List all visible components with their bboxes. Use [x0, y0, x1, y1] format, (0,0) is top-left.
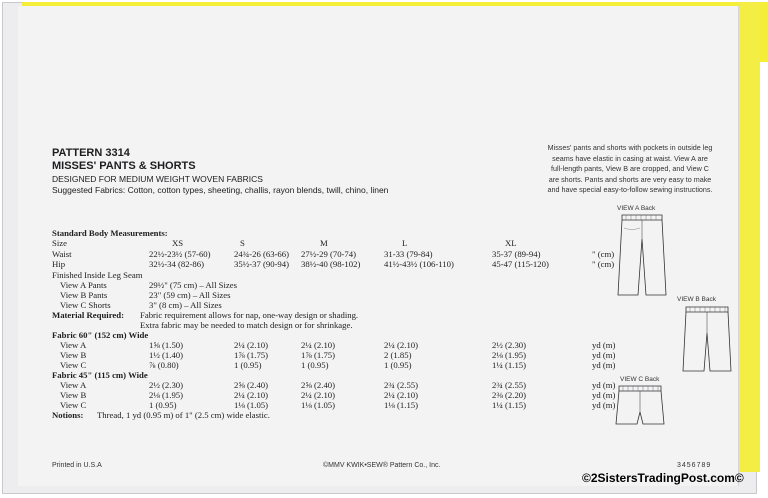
view-c-caption: VIEW C Back	[620, 376, 660, 383]
designed-for: DESIGNED FOR MEDIUM WEIGHT WOVEN FABRICS	[52, 174, 263, 184]
waist-l: 31-33 (79-84)	[384, 249, 433, 259]
view-a-pants-drawing	[612, 213, 672, 298]
fabric-60-a-s: 2¼ (2.10)	[234, 340, 269, 350]
fabric-60-c-xs: ⅞ (0.80)	[149, 360, 179, 370]
measurements-heading: Standard Body Measurements:	[52, 228, 168, 238]
inseam-a-label: View A Pants	[60, 280, 107, 290]
fabric-45-b-xs: 2⅛ (1.95)	[149, 390, 184, 400]
fabric-45-a-unit: yd (m)	[592, 380, 616, 390]
size-l: L	[402, 238, 408, 248]
fabric-45-heading: Fabric 45" (115 cm) Wide	[52, 370, 148, 380]
fabric-45-b-l: 2¼ (2.10)	[384, 390, 419, 400]
copyright: ©MMV KWIK•SEW® Pattern Co., Inc.	[323, 462, 441, 469]
inseam-b-value: 23" (59 cm) – All Sizes	[149, 290, 231, 300]
description-line: are shorts. Pants and shorts are very easy to make	[548, 174, 712, 184]
fabric-45-b-unit: yd (m)	[592, 390, 616, 400]
waist-label: Waist	[52, 249, 72, 259]
size-xl: XL	[505, 238, 517, 248]
fabric-60-c-m: 1 (0.95)	[301, 360, 329, 370]
fabric-45-a-xl: 2¾ (2.55)	[492, 380, 527, 390]
hip-s: 35½-37 (90-94)	[234, 259, 290, 269]
suggested-fabrics: Suggested Fabrics: Cotton, cotton types, sheeting, challis, rayon blends, twill, chino, linen	[52, 185, 389, 195]
hip-xs: 32½-34 (82-86)	[149, 259, 205, 269]
fabric-60-b-unit: yd (m)	[592, 350, 616, 360]
pattern-description	[540, 143, 720, 196]
pattern-title: MISSES' PANTS & SHORTS	[52, 160, 196, 172]
fabric-45-c-s: 1⅛ (1.05)	[234, 400, 269, 410]
description-line: seams have elastic in casing at waist. View A are	[552, 153, 708, 163]
view-b-caption: VIEW B Back	[677, 296, 717, 303]
fabric-45-a-s: 2⅝ (2.40)	[234, 380, 269, 390]
inseam-c-label: View C Shorts	[60, 300, 111, 310]
fabric-60-heading: Fabric 60" (152 cm) Wide	[52, 330, 149, 340]
fabric-45-b-s: 2¼ (2.10)	[234, 390, 269, 400]
hip-xl: 45-47 (115-120)	[492, 259, 549, 269]
size-m: M	[320, 238, 328, 248]
view-a-caption: VIEW A Back	[617, 205, 656, 212]
fabric-60-b-label: View B	[60, 350, 87, 360]
fabric-60-b-m: 1⅞ (1.75)	[301, 350, 336, 360]
waist-xl: 35-37 (89-94)	[492, 249, 541, 259]
fabric-45-c-xl: 1¼ (1.15)	[492, 400, 527, 410]
fabric-60-b-xs: 1½ (1.40)	[149, 350, 184, 360]
fabric-60-a-l: 2¼ (2.10)	[384, 340, 419, 350]
size-s: S	[240, 238, 245, 248]
watermark: ©2SistersTradingPost.com©	[582, 471, 744, 485]
fabric-45-a-m: 2⅝ (2.40)	[301, 380, 336, 390]
fabric-60-a-m: 2¼ (2.10)	[301, 340, 336, 350]
hip-label: Hip	[52, 259, 66, 269]
fabric-60-a-unit: yd (m)	[592, 340, 616, 350]
pattern-number: PATTERN 3314	[52, 147, 130, 159]
fabric-60-c-l: 1 (0.95)	[384, 360, 412, 370]
waist-unit: " (cm)	[592, 249, 615, 259]
fabric-45-b-xl: 2⅜ (2.20)	[492, 390, 527, 400]
notions-label: Notions:	[52, 410, 84, 420]
description-line: full-length pants, View B are cropped, and View C	[551, 164, 709, 173]
inseam-b-label: View B Pants	[60, 290, 108, 300]
hip-m: 38½-40 (98-102)	[301, 259, 361, 269]
inseam-c-value: 3" (8 cm) – All Sizes	[149, 300, 222, 310]
fabric-60-a-xs: 1⅝ (1.50)	[149, 340, 184, 350]
inseam-label: Finished Inside Leg Seam	[52, 270, 143, 280]
envelope-yellow-side	[736, 2, 760, 472]
fabric-60-c-xl: 1¼ (1.15)	[492, 360, 527, 370]
fabric-45-a-label: View A	[60, 380, 87, 390]
material-note-2: Extra fabric may be needed to match design or for shrinkage.	[140, 320, 353, 330]
fabric-45-c-xs: 1 (0.95)	[149, 400, 177, 410]
size-xs: XS	[172, 238, 184, 248]
fabric-60-a-xl: 2½ (2.30)	[492, 340, 527, 350]
fabric-60-c-s: 1 (0.95)	[234, 360, 262, 370]
notions-text: Thread, 1 yd (0.95 m) of 1" (2.5 cm) wide elastic.	[97, 410, 270, 420]
view-b-pants-drawing	[680, 305, 735, 375]
view-c-shorts-drawing	[613, 384, 668, 429]
fabric-45-a-l: 2¾ (2.55)	[384, 380, 419, 390]
description-line: and have special easy-to-follow sewing instructions.	[547, 185, 713, 194]
hip-unit: " (cm)	[592, 259, 615, 269]
waist-m: 27½-29 (70-74)	[301, 249, 357, 259]
fabric-45-c-l: 1⅛ (1.15)	[384, 400, 419, 410]
fabric-45-c-unit: yd (m)	[592, 400, 616, 410]
fabric-45-c-m: 1⅛ (1.05)	[301, 400, 336, 410]
material-label: Material Required:	[52, 310, 124, 320]
fabric-45-c-label: View C	[60, 400, 87, 410]
waist-s: 24¾-26 (63-66)	[234, 249, 290, 259]
hip-l: 41½-43½ (106-110)	[384, 259, 454, 269]
barcode-number: 3456789	[677, 462, 712, 469]
description-line: Misses' pants and shorts with pockets in outside leg	[547, 143, 713, 152]
waist-xs: 22½-23½ (57-60)	[149, 249, 211, 259]
fabric-60-c-label: View C	[60, 360, 87, 370]
material-note-1: Fabric requirement allows for nap, one-way design or shading.	[140, 310, 359, 320]
printed-in: Printed in U.S.A	[52, 462, 102, 469]
fabric-60-b-s: 1⅞ (1.75)	[234, 350, 269, 360]
fabric-60-b-xl: 2⅛ (1.95)	[492, 350, 527, 360]
size-label: Size	[52, 238, 67, 248]
fabric-60-b-l: 2 (1.85)	[384, 350, 412, 360]
fabric-60-a-label: View A	[60, 340, 87, 350]
fabric-45-a-xs: 2½ (2.30)	[149, 380, 184, 390]
fabric-60-c-unit: yd (m)	[592, 360, 616, 370]
fabric-45-b-m: 2¼ (2.10)	[301, 390, 336, 400]
inseam-a-value: 29½" (75 cm) – All Sizes	[149, 280, 237, 290]
fabric-45-b-label: View B	[60, 390, 87, 400]
